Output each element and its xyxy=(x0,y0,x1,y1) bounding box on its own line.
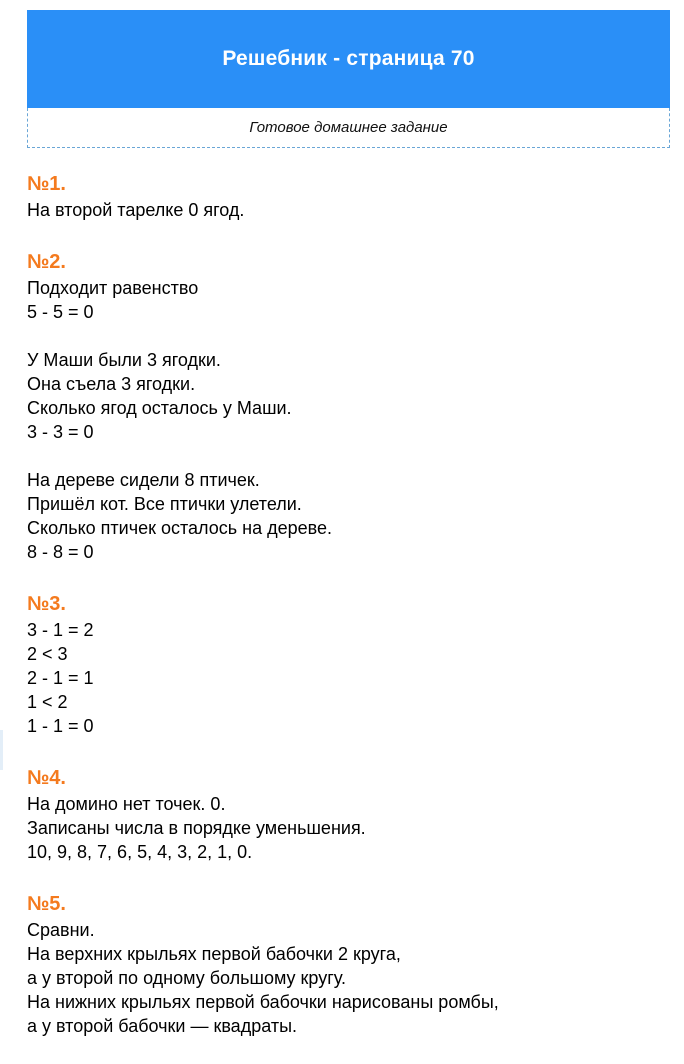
answer-line: Она съела 3 ягодки. xyxy=(27,374,196,394)
page-subtitle: Готовое домашнее задание xyxy=(249,119,448,136)
answer-line: На дереве сидели 8 птичек. xyxy=(27,470,260,490)
page-subtitle-bar xyxy=(27,108,670,148)
task-block xyxy=(27,590,667,738)
task-number: №3. xyxy=(27,593,66,615)
page-title: Решебник - страница 70 xyxy=(222,47,475,70)
answer-line: На верхних крыльях первой бабочки 2 круга, xyxy=(27,944,401,964)
answer-line: На нижних крыльях первой бабочки нарисованы ромбы, xyxy=(27,992,499,1012)
task-number: №2. xyxy=(27,251,66,273)
task-number: №1. xyxy=(27,173,66,195)
answer-line: Сколько птичек осталось на дереве. xyxy=(27,518,332,538)
answer-line: 3 - 3 = 0 xyxy=(27,422,94,442)
answer-line: У Маши были 3 ягодки. xyxy=(27,350,221,370)
answer-line: Сколько ягод осталось у Маши. xyxy=(27,398,292,418)
answer-line: 2 - 1 = 1 xyxy=(27,668,94,688)
answer-line: а у второй бабочки — квадраты. xyxy=(27,1016,298,1036)
task-block xyxy=(27,248,667,564)
answer-line: Записаны числа в порядке уменьшения. xyxy=(27,818,366,838)
answer-line: 1 < 2 xyxy=(27,692,68,712)
answer-line: 1 - 1 = 0 xyxy=(27,716,94,736)
answer-line: 2 < 3 xyxy=(27,644,68,664)
task-block xyxy=(27,890,667,1038)
task-number: №4. xyxy=(27,767,66,789)
answer-line: 5 - 5 = 0 xyxy=(27,302,94,322)
answer-line: 8 - 8 = 0 xyxy=(27,542,94,562)
page-header xyxy=(27,10,670,108)
answer-line: На домино нет точек. 0. xyxy=(27,794,226,814)
paragraph-gap xyxy=(27,444,667,468)
paragraph-gap xyxy=(27,324,667,348)
task-block xyxy=(27,764,667,864)
answer-line: 3 - 1 = 2 xyxy=(27,620,94,640)
answer-line: Подходит равенство xyxy=(27,278,199,298)
answer-line: 10, 9, 8, 7, 6, 5, 4, 3, 2, 1, 0. xyxy=(27,842,253,862)
answer-line: Сравни. xyxy=(27,920,95,940)
left-edge-marker xyxy=(0,730,3,770)
task-block xyxy=(27,170,667,222)
solutions-content xyxy=(27,170,667,1064)
answer-line: Пришёл кот. Все птички улетели. xyxy=(27,494,302,514)
answer-line: а у второй по одному большому кругу. xyxy=(27,968,346,988)
task-number: №5. xyxy=(27,893,66,915)
answer-line: На второй тарелке 0 ягод. xyxy=(27,200,245,220)
